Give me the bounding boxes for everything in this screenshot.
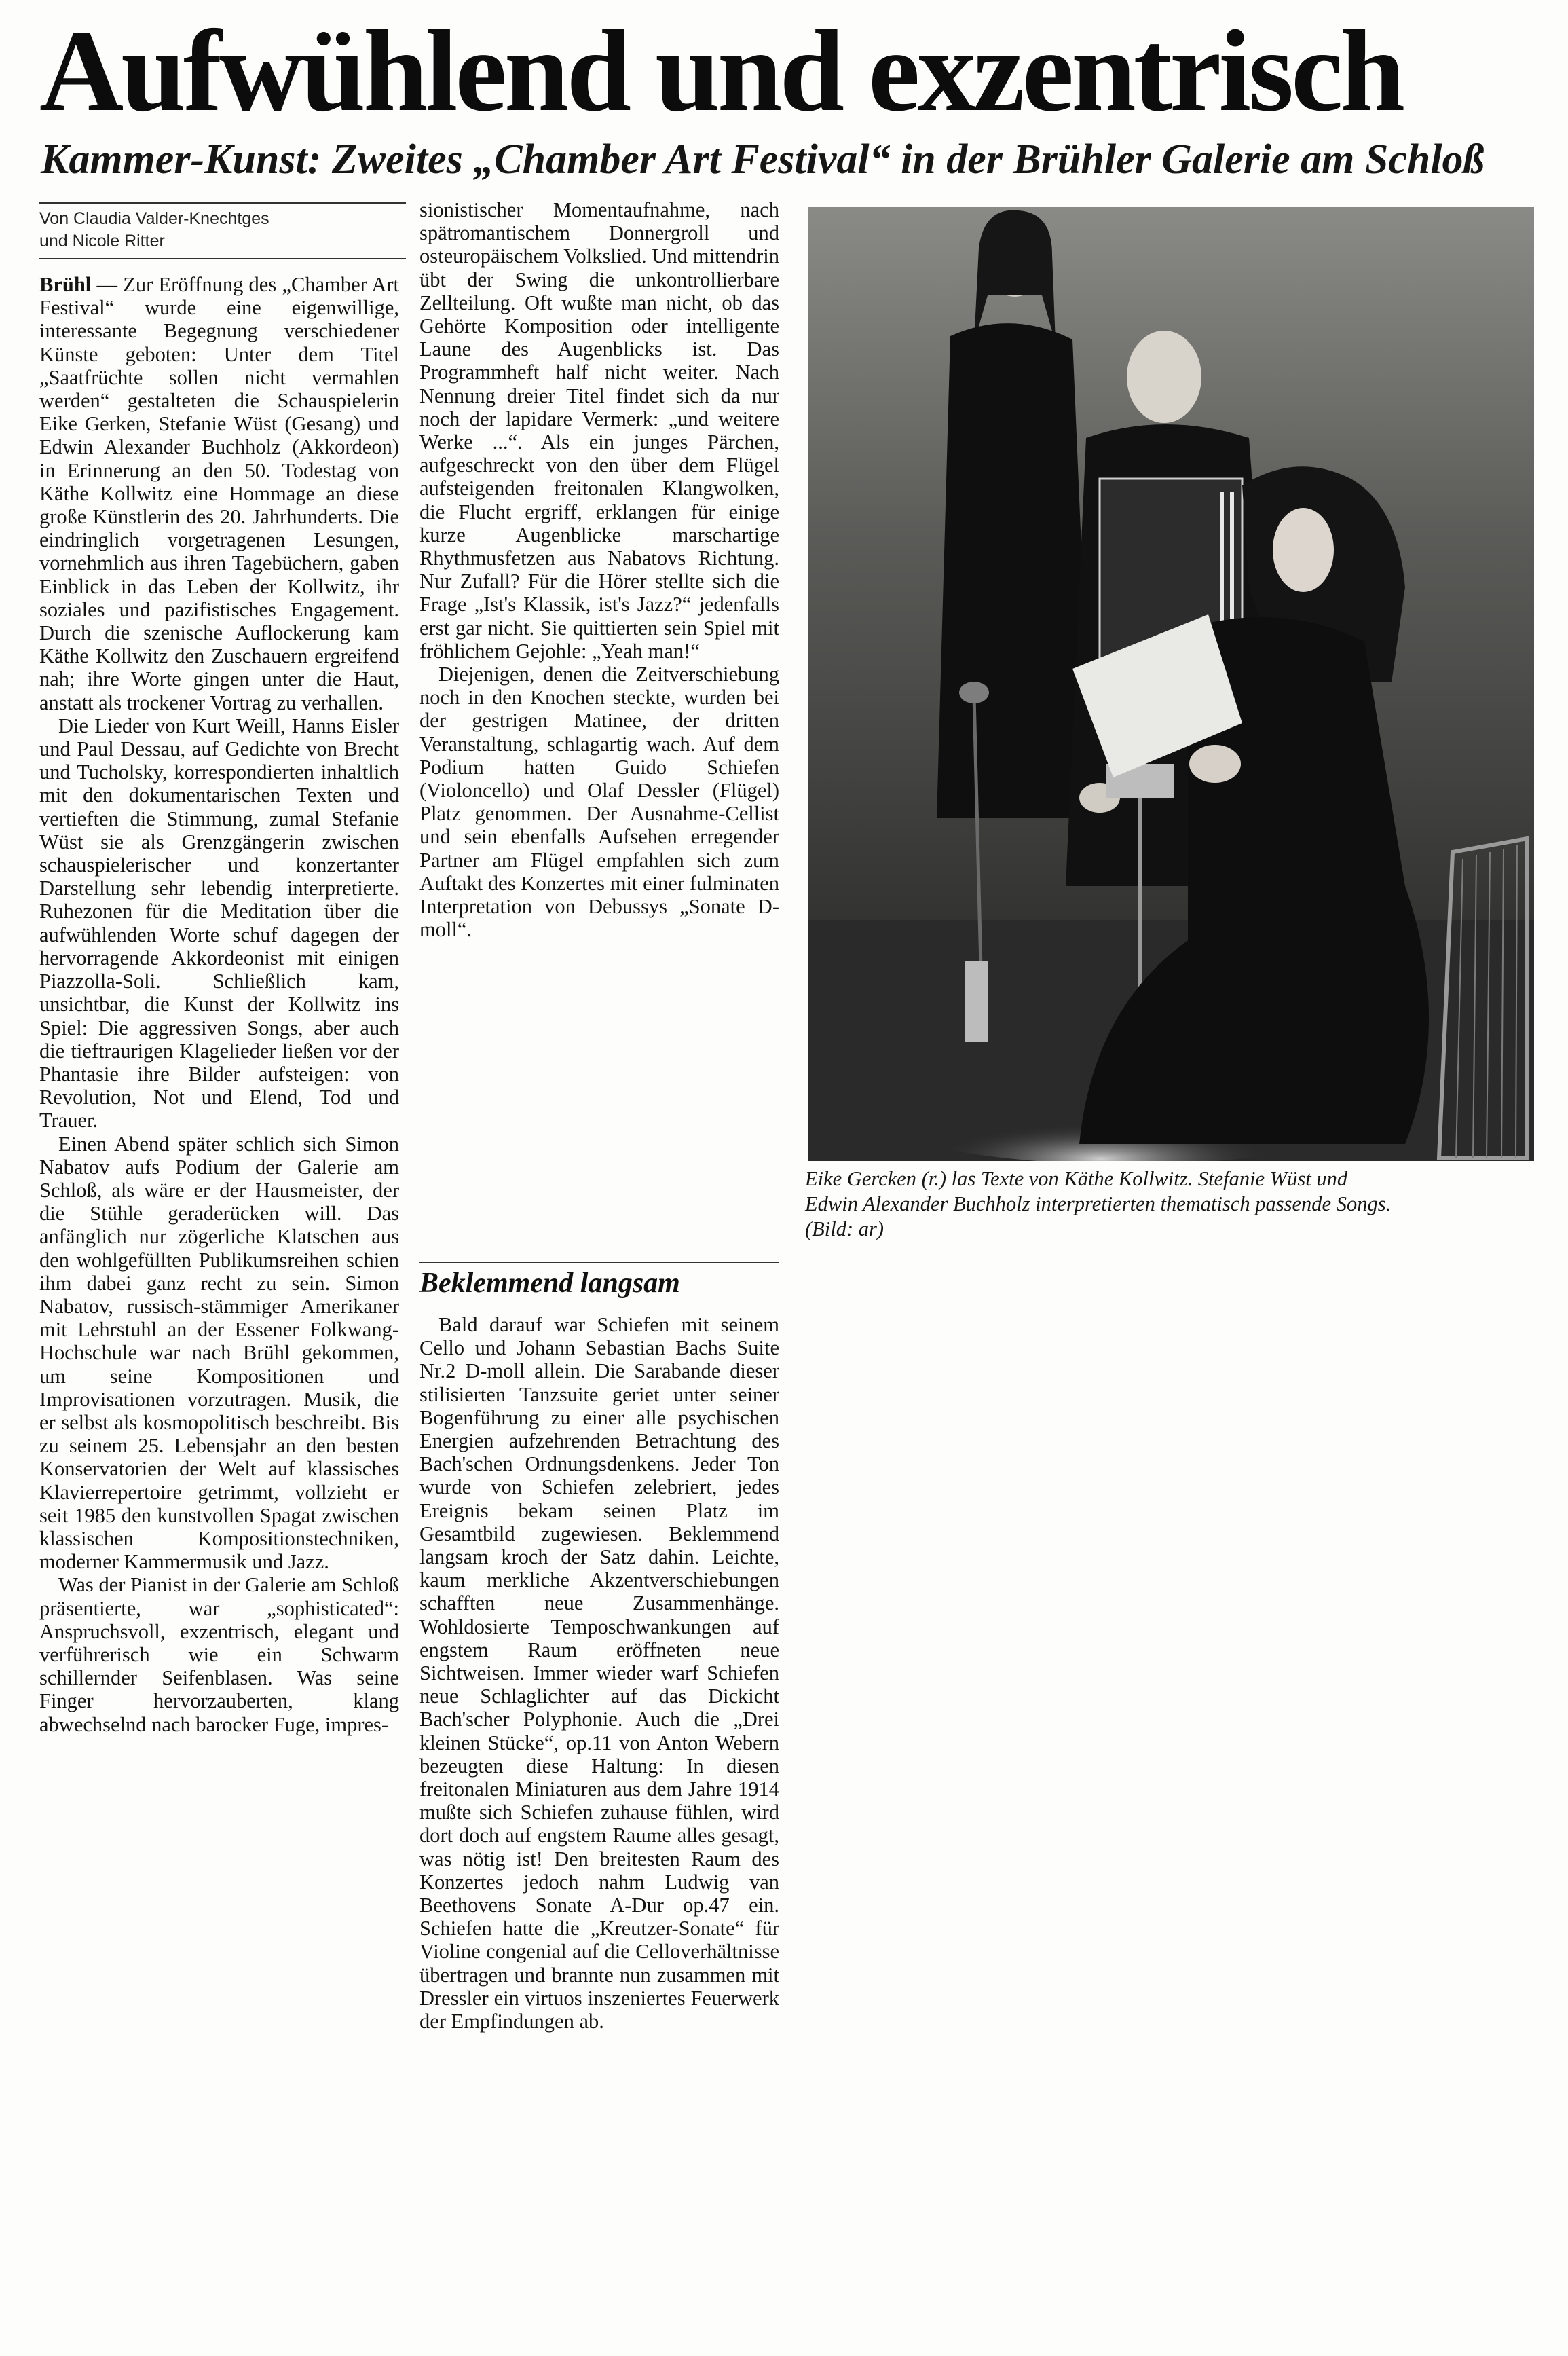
caption-line-3: (Bild: ar) [805,1217,884,1240]
paragraph-text: Zur Eröffnung des „Chamber Art Festival“ wurde eine eigenwillige, interessante Begegnung verschiedener Künste geboten: Unter dem Titel „Saatfrüchte sollen nicht vermahlen werden“ gestalteten die Schauspielerin Eike Gerken, Stefanie Wüst (Gesang) und Edwin Alexander Buchholz (Akkordeon) in Erinnerung an den 50. Todestag von Käthe Kollwitz eine Hommage an diese große Künstlerin des 20. Jahrhunderts. Die eindringlich vorgetragenen Lesungen, vornehmlich aus ihren Tagebüchern, gaben Einblick in das Leben der Kollwitz, ihr soziales und pazifistisches Engagement. Durch die szenische Auflockerung kam Käthe Kollwitz den Zuschauern ergreifend nah; ihre Worte gingen unter die Haut, anstatt als trockener Vortrag zu verhallen. [39,273,399,714]
caption-line-2: Edwin Alexander Buchholz interpretierten thematisch passende Songs. [805,1192,1392,1215]
article-column-1 [39,273,399,1736]
paragraph [39,273,399,714]
vase [965,961,988,1042]
photo-caption [805,1166,1538,1242]
accordionist-head [1127,331,1201,423]
reader-face [1273,508,1334,592]
paragraph: Diejenigen, denen die Zeitverschiebung noch in den Knochen steckte, wurden bei der gestrigen Matinee, der dritten Veranstaltung, schlagartig wach. Auf dem Podium hatten Guido Schiefen (Violoncello) und Olaf Dessler (Flügel) Platz genommen. Der Ausnahme-Cellist und sein ebenfalls Aufsehen erregender Partner am Flügel empfahlen sich zum Auftakt des Konzertes mit einer fulminaten Interpretation von Debussys „Sonate D-moll“. [419,663,779,942]
article-photo [808,207,1534,1161]
byline-line-1: Von Claudia Valder-Knechtges [39,209,269,228]
byline-line-2: und Nicole Ritter [39,232,165,251]
paragraph: Bald darauf war Schiefen mit seinem Cello und Johann Sebastian Bachs Suite Nr.2 D-moll allein. Die Sarabande dieser stilisierten Tanzsuite geriet unter seiner Bogenführung zu einer alle psychischen Energien aufzehrenden Betrachtung des Bach'schen Ordnungsdenkens. Jeder Ton wurde von Schiefen zelebriert, jedes Ereignis bekam seinen Platz im Gesamtbild zugewiesen. Beklemmend langsam kroch der Satz dahin. Leichte, kaum merkliche Akzentverschiebungen schafften neue Zusammenhänge. Wohldosierte Temposchwankungen auf engstem Raum eröffneten neue Sichtweisen. Immer wieder warf Schiefen neue Schlaglichter auf das Dickicht Bach'scher Polyphonie. Auch die „Drei kleinen Stücke“, op.11 von Anton Webern bezeugten diese Haltung: In diesen freitonalen Miniaturen aus dem Jahre 1914 mußte sich Schiefen zuhause fühlen, wird dort doch auf engstem Raume alles gesagt, was nötig ist! Den breitesten Raum des Konzertes jedoch nahm Ludwig van Beethovens Sonate A-Dur op.47 ein. Schiefen hatte die „Kreutzer-Sonate“ für Violine congenial auf die Celloverhältnisse übertragen und brannte nun zusammen mit Dressler ein virtuos inszeniertes Feuerwerk der Empfindungen ab. [419,1313,779,2033]
reader-hands [1189,745,1241,783]
article-column-2 [419,198,779,942]
byline [39,202,406,259]
paragraph: Was der Pianist in der Galerie am Schloß präsentierte, war „sophisticated“: Anspruchsvoll, exzentrisch, elegant und verführerisch wie ein Schwarm schillernder Seifenblasen. Was seine Finger hervorzauberten, klang abwechselnd nach barocker Fuge, impres- [39,1573,399,1736]
photo-illustration [808,207,1534,1161]
subheadline: Kammer-Kunst: Zweites „Chamber Art Festival“ in der Brühler Galerie am Schloß [41,136,1485,183]
caption-line-1: Eike Gercken (r.) las Texte von Käthe Kollwitz. Stefanie Wüst und [805,1167,1348,1190]
paragraph: Einen Abend später schlich sich Simon Nabatov aufs Podium der Galerie am Schloß, als wäre er der Hausmeister, der die Stühle geraderücken will. Das anfänglich nur zögerliche Klatschen aus den wohlgefüllten Publikumsreihen schien ihm dabei ganz recht zu sein. Simon Nabatov, russisch-stämmiger Amerikaner mit Lehrstuhl an der Essener Folkwang-Hochschule war nach Brühl gekommen, um seine Kompositionen und Improvisationen vorzutragen. Musik, die er selbst als kosmopolitisch beschreibt. Bis zu seinem 25. Lebensjahr an den besten Konservatorien der Welt auf klassisches Klavierrepertoire getrimmt, vollzieht er seit 1985 den kunstvollen Spagat zwischen klassischen Kompositionstechniken, moderner Kammermusik und Jazz. [39,1132,399,1574]
paragraph: Die Lieder von Kurt Weill, Hanns Eisler und Paul Dessau, auf Gedichte von Brecht und Tucholsky, korrespondierten inhaltlich mit den dokumentarischen Texten und vertieften die Stimmung, zumal Stefanie Wüst sie als Grenzgängerin zwischen schauspielerischer und konzertanter Darstellung sehr lebendig interpretierte. Ruhezonen für die Meditation über die aufwühlenden Worte schuf dagegen der hervorragende Akkordeonist mit einigen Piazzolla-Soli. Schließlich kam, unsichtbar, die Kunst der Kollwitz ins Spiel: Die aggressiven Songs, aber auch die tieftraurigen Klagelieder ließen vor der Phantasie ihre Bilder aufsteigen: von Revolution, Not und Elend, Tod und Trauer. [39,714,399,1133]
paragraph: sionistischer Momentaufnahme, nach spätromantischem Donnergroll und osteuropäischem Volkslied. Und mittendrin übt der Swing die unkontrollierbare Zellteilung. Oft wußte man nicht, ob das Gehörte Komposition oder intelligente Laune des Augenblicks ist. Das Programmheft half nicht weiter. Nach Nennung dreier Titel findet sich da nur noch der lapidare Vermerk: „und weitere Werke ...“. Als ein junges Pärchen, aufgeschreckt von den über dem Flügel aufsteigenden freitonalen Klangwolken, die Flucht ergriff, erklangen für einige kurze Augenblicke marschartige Rhythmusfetzen aus Nabatovs Richtung. Nur Zufall? Für die Hörer stellte sich die Frage „Ist's Klassik, ist's Jazz?“ jedenfalls erst gar nicht. Sie quittierten sein Spiel mit fröhlichem Gejohle: „Yeah man!“ [419,198,779,663]
flower [959,682,989,703]
headline: Aufwühlend und exzentrisch [39,7,1403,136]
article-column-3 [419,1313,779,2033]
singer-body [937,323,1093,818]
section-heading: Beklemmend langsam [419,1262,779,1301]
dateline-place: Brühl — [39,273,118,296]
